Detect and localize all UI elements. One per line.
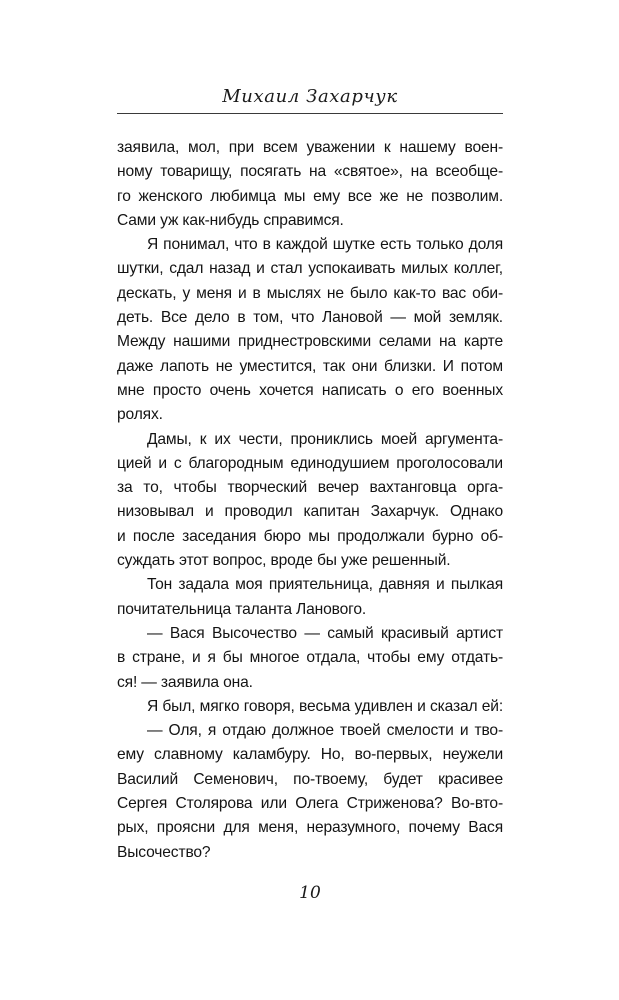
text-line: за то, чтобы творческий вечер вахтанговца орга-: [117, 479, 503, 497]
text-line: суждать этот вопрос, вроде бы уже решенный.: [117, 552, 451, 570]
text-line: Тон задала моя приятельница, давняя и пылкая: [147, 576, 503, 594]
text-line: Я был, мягко говоря, весьма удивлен и сказал ей:: [147, 697, 503, 715]
text-line: Между нашими приднестровскими селами на карте: [117, 333, 503, 351]
body-text: [117, 136, 503, 865]
text-line: даже лапоть не уместится, так они близки. И потом: [117, 357, 503, 375]
text-line: Сами уж как-нибудь справимся.: [117, 211, 344, 229]
text-line: Сергея Столярова или Олега Стриженова? Во-вто-: [117, 795, 503, 813]
text-line: цией и с благородным единодушием проголосовали: [117, 454, 503, 472]
text-line: ему славному каламбуру. Но, во-первых, неужели: [117, 746, 503, 764]
text-line: дескать, у меня и в мыслях не было как-то вас оби-: [117, 284, 503, 302]
text-line: деть. Все дело в том, что Лановой — мой земляк.: [117, 309, 503, 327]
header-rule: [117, 113, 503, 114]
text-line: — Вася Высочество — самый красивый артист: [147, 624, 503, 642]
text-line: Я понимал, что в каждой шутке есть только доля: [147, 236, 503, 254]
text-line: — Оля, я отдаю должное твоей смелости и тво-: [147, 722, 503, 740]
text-line: Василий Семенович, по-твоему, будет красивее: [117, 770, 503, 788]
text-line: низовывал и проводил капитан Захарчук. Однако: [117, 503, 503, 521]
text-line: заявила, мол, при всем уважении к нашему воен-: [117, 139, 503, 156]
text-line: шутки, сдал назад и стал успокаивать милых коллег,: [117, 260, 503, 278]
text-line: ному товарищу, посягать на «святое», на всеобще-: [117, 163, 503, 181]
text-line: мне просто очень хочется написать о его военных: [117, 381, 503, 399]
text-line: ся! — заявила она.: [117, 673, 253, 691]
text-line: в стране, и я бы многое отдала, чтобы ему отдать-: [117, 649, 503, 667]
text-line: ролях.: [117, 406, 163, 424]
text-line: го женского любимца мы ему все же не позволим.: [117, 187, 503, 205]
text-line: Высочество?: [117, 843, 211, 861]
text-line: рых, проясни для меня, неразумного, почему Вася: [117, 819, 503, 837]
running-head-author: Михаил Захарчук: [222, 86, 398, 107]
page-number: 10: [299, 883, 321, 903]
text-line: почитательница таланта Ланового.: [117, 600, 367, 618]
text-line: и после заседания бюро мы продолжали бурно об-: [117, 527, 503, 545]
text-line: Дамы, к их чести, прониклись моей аргумента-: [147, 430, 503, 448]
